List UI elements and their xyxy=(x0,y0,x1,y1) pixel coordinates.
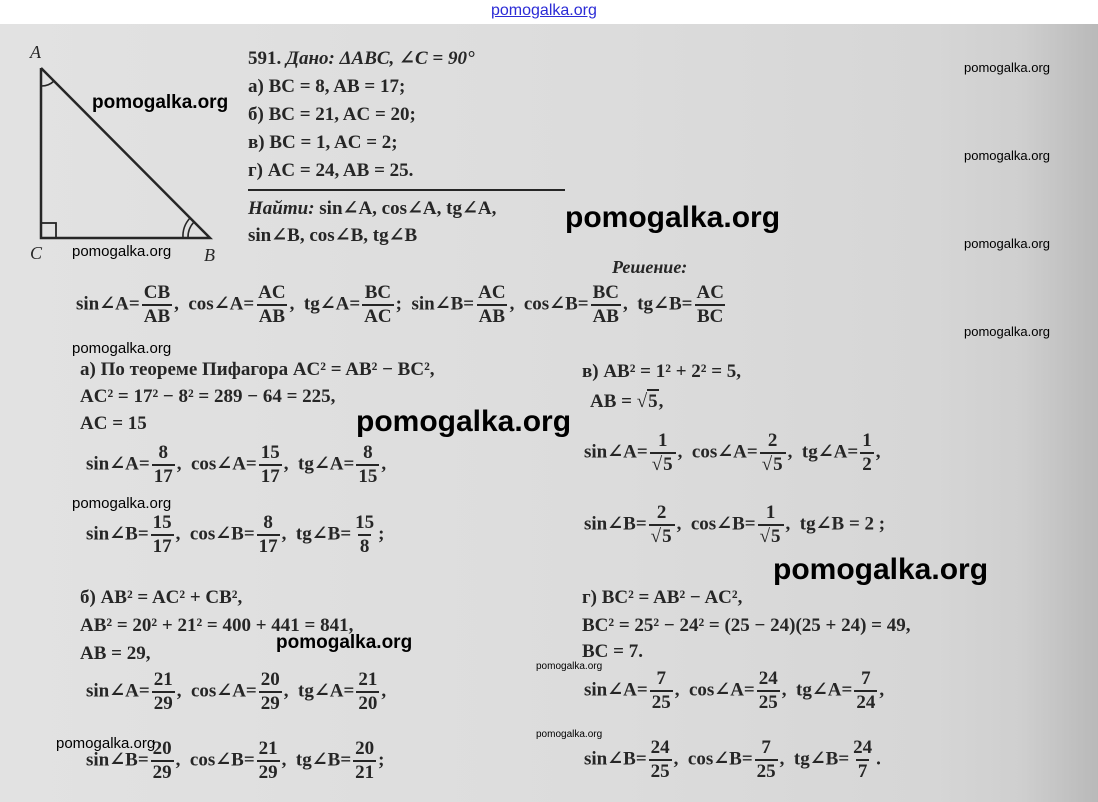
part-v-line-2: AB = √5, xyxy=(590,391,664,412)
num: 20 xyxy=(260,669,280,690)
part-g-row-a xyxy=(584,668,884,714)
label: cos∠A= xyxy=(688,679,755,701)
label: tg∠B= xyxy=(793,748,850,770)
sep: , xyxy=(785,513,791,535)
given-divider xyxy=(248,189,565,191)
def-sinb-frac xyxy=(476,282,507,328)
def-sina-frac xyxy=(142,282,172,328)
num: 8 xyxy=(363,442,373,463)
den: 25 xyxy=(756,761,776,782)
part-v-line-2-post: , xyxy=(658,391,664,412)
den: 29 xyxy=(260,693,280,714)
sep: ; xyxy=(378,749,385,771)
a-cosa xyxy=(259,442,282,488)
def-cosa-num: AC xyxy=(258,282,286,303)
den: 21 xyxy=(355,762,375,783)
watermark: pomogalka.org xyxy=(964,148,1050,163)
b-tga xyxy=(356,669,379,715)
problem-given-line xyxy=(248,49,475,68)
sep: , xyxy=(779,748,785,770)
def-sina-den: AB xyxy=(143,306,171,327)
watermark: pomogalka.org xyxy=(276,632,413,653)
label: sin∠A= xyxy=(86,453,150,475)
den: 8 xyxy=(359,536,370,557)
find-label: Найти: xyxy=(248,198,315,219)
num: 7 xyxy=(656,668,666,689)
def-cosa-label: cos∠A= xyxy=(188,293,255,315)
den: √5 xyxy=(650,452,676,476)
part-a-line-2: AC² = 17² − 8² = 289 − 64 = 225, xyxy=(80,386,336,407)
watermark: pomogalka.org xyxy=(356,405,572,438)
def-tga-frac xyxy=(362,282,393,328)
label: sin∠A= xyxy=(584,679,648,701)
a-tgb xyxy=(353,512,376,558)
den: 24 xyxy=(856,692,876,713)
num: 24 xyxy=(853,737,873,758)
case-v: в) BC = 1, AC = 2; xyxy=(248,132,398,153)
sep: , xyxy=(281,523,287,545)
rad: 5 xyxy=(771,526,781,547)
def-tgb-label: tg∠B= xyxy=(637,293,693,315)
watermark: pomogalka.org xyxy=(964,60,1050,75)
label: sin∠B= xyxy=(86,523,149,545)
b-sina xyxy=(152,669,175,715)
label: tg∠A= xyxy=(298,680,355,702)
sep: , xyxy=(781,679,787,701)
def-cosb-label: cos∠B= xyxy=(523,293,589,315)
sep: , xyxy=(283,680,289,702)
part-v-row-b xyxy=(584,502,885,548)
label: tg∠A= xyxy=(796,679,853,701)
sep: , xyxy=(176,680,182,702)
den: 17 xyxy=(153,466,173,487)
den: √5 xyxy=(758,524,784,548)
den: 15 xyxy=(358,466,378,487)
case-a: а) BC = 8, AB = 17; xyxy=(248,76,406,97)
angle-b-arc-1 xyxy=(188,222,194,238)
triangle-figure xyxy=(20,40,220,265)
den: 29 xyxy=(258,762,278,783)
watermark: pomogalka.org xyxy=(773,553,989,586)
label: cos∠A= xyxy=(190,453,257,475)
part-g-row-b xyxy=(584,737,881,783)
sep: , xyxy=(381,680,387,702)
watermark: pomogalka.org xyxy=(92,92,229,113)
given-label: Дано: xyxy=(286,48,335,69)
num: 15 xyxy=(260,442,280,463)
label: sin∠B= xyxy=(86,749,149,771)
definitions-row xyxy=(76,282,728,328)
label: cos∠A= xyxy=(190,680,257,702)
right-angle-mark xyxy=(41,223,56,238)
rad: 5 xyxy=(663,454,673,475)
num: 20 xyxy=(152,738,172,759)
vertex-label-a: A xyxy=(30,42,41,62)
sep: , xyxy=(676,513,682,535)
def-tga-num: BC xyxy=(364,282,392,303)
part-a-line-1: а) По теореме Пифагора AC² = AB² − BC², xyxy=(80,359,435,380)
v-tga xyxy=(860,430,874,476)
g-cosb xyxy=(755,737,778,783)
sep: , xyxy=(381,453,387,475)
label: cos∠B= xyxy=(690,513,756,535)
sep: , xyxy=(175,523,181,545)
def-sinb-label: sin∠B= xyxy=(411,293,475,315)
label: sin∠B= xyxy=(584,513,647,535)
b-tgb xyxy=(353,738,376,784)
def-tga-den: AC xyxy=(364,306,392,327)
num: 2 xyxy=(767,430,778,451)
num: 1 xyxy=(765,502,776,523)
def-cosa-den: AB xyxy=(258,306,286,327)
def-tgb-den: BC xyxy=(697,306,724,327)
part-a-row-b xyxy=(86,512,385,558)
find-line-1-text: sin∠A, cos∠A, tg∠A, xyxy=(319,198,497,219)
def-tgb-frac xyxy=(694,282,725,328)
num: 15 xyxy=(152,512,172,533)
sep: , xyxy=(673,748,679,770)
def-cosb-den: AB xyxy=(592,306,619,327)
def-cosa-sep: , xyxy=(289,293,295,315)
watermark: pomogalka.org xyxy=(56,735,156,752)
label: cos∠B= xyxy=(189,523,255,545)
sep: , xyxy=(175,749,181,771)
num: 21 xyxy=(258,738,278,759)
den: 29 xyxy=(153,693,173,714)
def-cosb-num: BC xyxy=(592,282,619,303)
sep: , xyxy=(176,453,182,475)
v-sina xyxy=(650,430,676,476)
den: 17 xyxy=(258,536,278,557)
rad: 5 xyxy=(773,454,783,475)
watermark: pomogalka.org xyxy=(565,201,781,234)
num: 1 xyxy=(657,430,668,451)
sep: , xyxy=(674,679,680,701)
def-cosb-frac xyxy=(591,282,621,328)
part-b-line-3: AB = 29, xyxy=(80,643,151,664)
part-b-line-2: AB² = 20² + 21² = 400 + 441 = 841, xyxy=(80,615,354,636)
label: sin∠B= xyxy=(584,748,647,770)
num: 1 xyxy=(862,430,872,451)
g-sina xyxy=(650,668,673,714)
num: 8 xyxy=(158,442,168,463)
den: 2 xyxy=(862,454,872,475)
label: cos∠A= xyxy=(691,441,758,463)
part-v-line-1: в) AB² = 1² + 2² = 5, xyxy=(582,361,742,382)
den: 20 xyxy=(358,693,378,714)
part-a-line-3: AC = 15 xyxy=(80,413,147,434)
label: tg∠B= xyxy=(295,749,352,771)
part-g-line-1: г) BC² = AB² − AC², xyxy=(582,587,743,608)
label: tg∠A= xyxy=(298,453,355,475)
g-tgb xyxy=(851,737,874,783)
b-cosa xyxy=(259,669,282,715)
problem-number: 591. xyxy=(248,48,282,69)
label: cos∠B= xyxy=(189,749,255,771)
label: tg∠A= xyxy=(801,441,859,463)
v-cosb xyxy=(758,502,784,548)
header-site-link[interactable]: pomogalka.org xyxy=(491,2,597,19)
num: 8 xyxy=(263,512,273,533)
sep: , xyxy=(875,441,881,463)
vertex-label-b: B xyxy=(204,245,215,265)
den: √5 xyxy=(760,452,786,476)
watermark: pomogalka.org xyxy=(536,661,603,672)
num: 21 xyxy=(153,669,173,690)
sep: , xyxy=(879,679,885,701)
watermark: pomogalka.org xyxy=(964,236,1050,251)
den: 25 xyxy=(758,692,778,713)
b-cosb xyxy=(257,738,280,784)
case-g: г) AC = 24, AB = 25. xyxy=(248,160,414,181)
def-sina-label: sin∠A= xyxy=(76,293,140,315)
def-sinb-den: AB xyxy=(478,306,506,327)
watermark: pomogalka.org xyxy=(72,243,172,260)
num: 15 xyxy=(355,512,375,533)
a-sina xyxy=(152,442,175,488)
den: √5 xyxy=(649,524,675,548)
a-sinb xyxy=(151,512,174,558)
den: 7 xyxy=(857,761,868,782)
num: 21 xyxy=(358,669,378,690)
part-g-line-3: BC = 7. xyxy=(582,641,643,662)
watermark: pomogalka.org xyxy=(964,324,1050,339)
part-g-line-2: BC² = 25² − 24² = (25 − 24)(25 + 24) = 49, xyxy=(582,615,911,636)
rad: 5 xyxy=(662,526,672,547)
num: 7 xyxy=(861,668,871,689)
vertex-label-c: C xyxy=(30,243,43,263)
den: 25 xyxy=(650,761,670,782)
def-cosa-frac xyxy=(256,282,287,328)
num: 2 xyxy=(656,502,667,523)
num: 24 xyxy=(758,668,778,689)
case-b: б) BC = 21, AC = 20; xyxy=(248,104,416,125)
given-text: ΔABC, ∠C = 90° xyxy=(339,48,475,69)
part-v-line-2-rad: 5 xyxy=(648,391,658,412)
a-cosb xyxy=(257,512,280,558)
def-cosb-sep: , xyxy=(622,293,628,315)
label: sin∠A= xyxy=(86,680,150,702)
sep: ; xyxy=(378,523,385,545)
def-sinb-sep: , xyxy=(509,293,515,315)
watermark: pomogalka.org xyxy=(72,340,172,357)
angle-b-arc-2 xyxy=(183,218,190,238)
num: 24 xyxy=(650,737,670,758)
v-tgb: tg∠B = 2 ; xyxy=(799,513,886,535)
sep: , xyxy=(787,441,793,463)
part-a-row-a xyxy=(86,442,386,488)
def-sinb-num: AC xyxy=(478,282,506,303)
part-v-line-2-pre: AB = xyxy=(590,391,637,412)
den: 17 xyxy=(152,536,172,557)
def-tga-sep: ; xyxy=(395,293,402,315)
watermark: pomogalka.org xyxy=(72,495,172,512)
g-tga xyxy=(854,668,877,714)
label: cos∠B= xyxy=(687,748,753,770)
sep: , xyxy=(677,441,683,463)
g-cosa xyxy=(757,668,780,714)
num: 7 xyxy=(761,737,771,758)
label: tg∠B= xyxy=(295,523,352,545)
find-line-2: sin∠B, cos∠B, tg∠B xyxy=(248,225,418,246)
sep: , xyxy=(283,453,289,475)
def-tga-label: tg∠A= xyxy=(303,293,361,315)
label: sin∠A= xyxy=(584,441,648,463)
g-sinb xyxy=(649,737,672,783)
v-sinb xyxy=(649,502,675,548)
sep: . xyxy=(876,748,881,770)
a-tga xyxy=(356,442,379,488)
def-sina-sep: , xyxy=(174,293,179,315)
def-sina-num: CB xyxy=(143,282,171,303)
num: 20 xyxy=(355,738,375,759)
def-tgb-num: AC xyxy=(696,282,724,303)
v-cosa xyxy=(760,430,786,476)
solution-label: Решение: xyxy=(612,257,688,277)
watermark: pomogalka.org xyxy=(536,729,603,740)
sep: , xyxy=(281,749,287,771)
den: 25 xyxy=(651,692,671,713)
part-v-row-a xyxy=(584,430,880,476)
den: 29 xyxy=(152,762,172,783)
angle-a-arc xyxy=(41,81,54,86)
find-line-1 xyxy=(248,199,496,218)
den: 17 xyxy=(260,466,280,487)
part-b-row-a xyxy=(86,669,386,715)
part-b-line-1: б) AB² = AC² + CB², xyxy=(80,587,243,608)
